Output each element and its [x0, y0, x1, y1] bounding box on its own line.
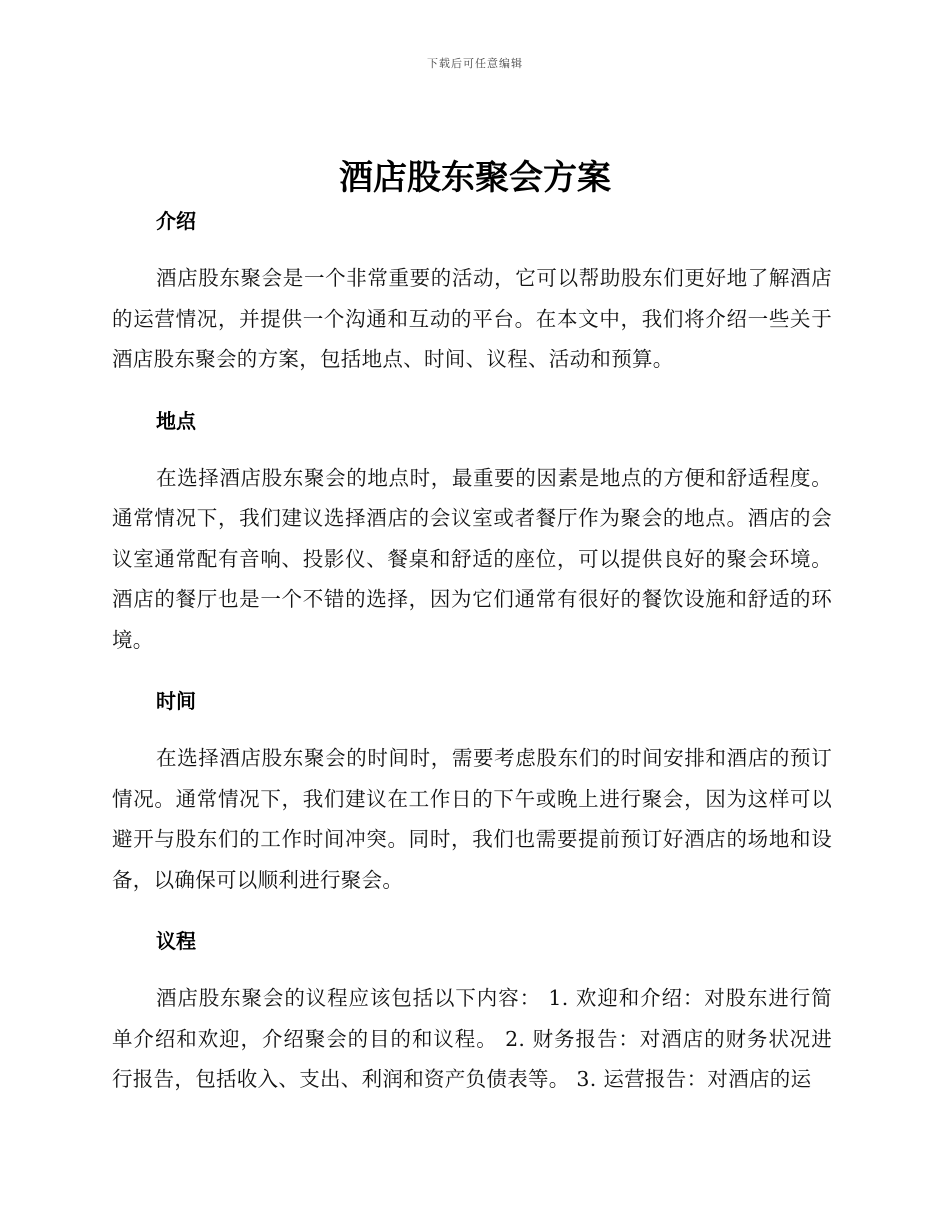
section-paragraph: 在选择酒店股东聚会的时间时，需要考虑股东们的时间安排和酒店的预订情况。通常情况下，我们建议在工作日的下午或晚上进行聚会，因为这样可以避开与股东们的工作时间冲突。同时，我们也需要提前预订好酒店的场地和设备，以确保可以顺利进行聚会。 [112, 746, 832, 892]
section-heading: 地点 [156, 408, 196, 433]
section-paragraph: 在选择酒店股东聚会的地点时，最重要的因素是地点的方便和舒适程度。通常情况下，我们建议选择酒店的会议室或者餐厅作为聚会的地点。酒店的会议室通常配有音响、投影仪、餐桌和舒适的座位，可以提供良好的聚会环境。酒店的餐厅也是一个不错的选择，因为它们通常有很好的餐饮设施和舒适的环境。 [112, 465, 832, 652]
section-location [112, 404, 832, 661]
section-intro [112, 204, 832, 380]
section-paragraph: 酒店股东聚会是一个非常重要的活动，它可以帮助股东们更好地了解酒店的运营情况，并提供一个沟通和互动的平台。在本文中，我们将介绍一些关于酒店股东聚会的方案，包括地点、时间、议程、活动和预算。 [112, 266, 832, 371]
header-note: 下载后可任意编辑 [427, 57, 523, 70]
section-heading: 时间 [156, 689, 196, 713]
document-body [112, 204, 832, 1124]
section-time [112, 684, 832, 900]
section-paragraph: 酒店股东聚会的议程应该包括以下内容： 1. 欢迎和介绍：对股东进行简单介绍和欢迎，介绍聚会的目的和议程。 2. 财务报告：对酒店的财务状况进行报告，包括收入、支出、利润和资产负债表等。 3. 运营报告：对酒店的运 [112, 986, 832, 1091]
document-title: 酒店股东聚会方案 [339, 158, 611, 198]
section-agenda [112, 924, 832, 1100]
section-heading: 介绍 [156, 209, 196, 233]
section-heading: 议程 [156, 929, 196, 953]
